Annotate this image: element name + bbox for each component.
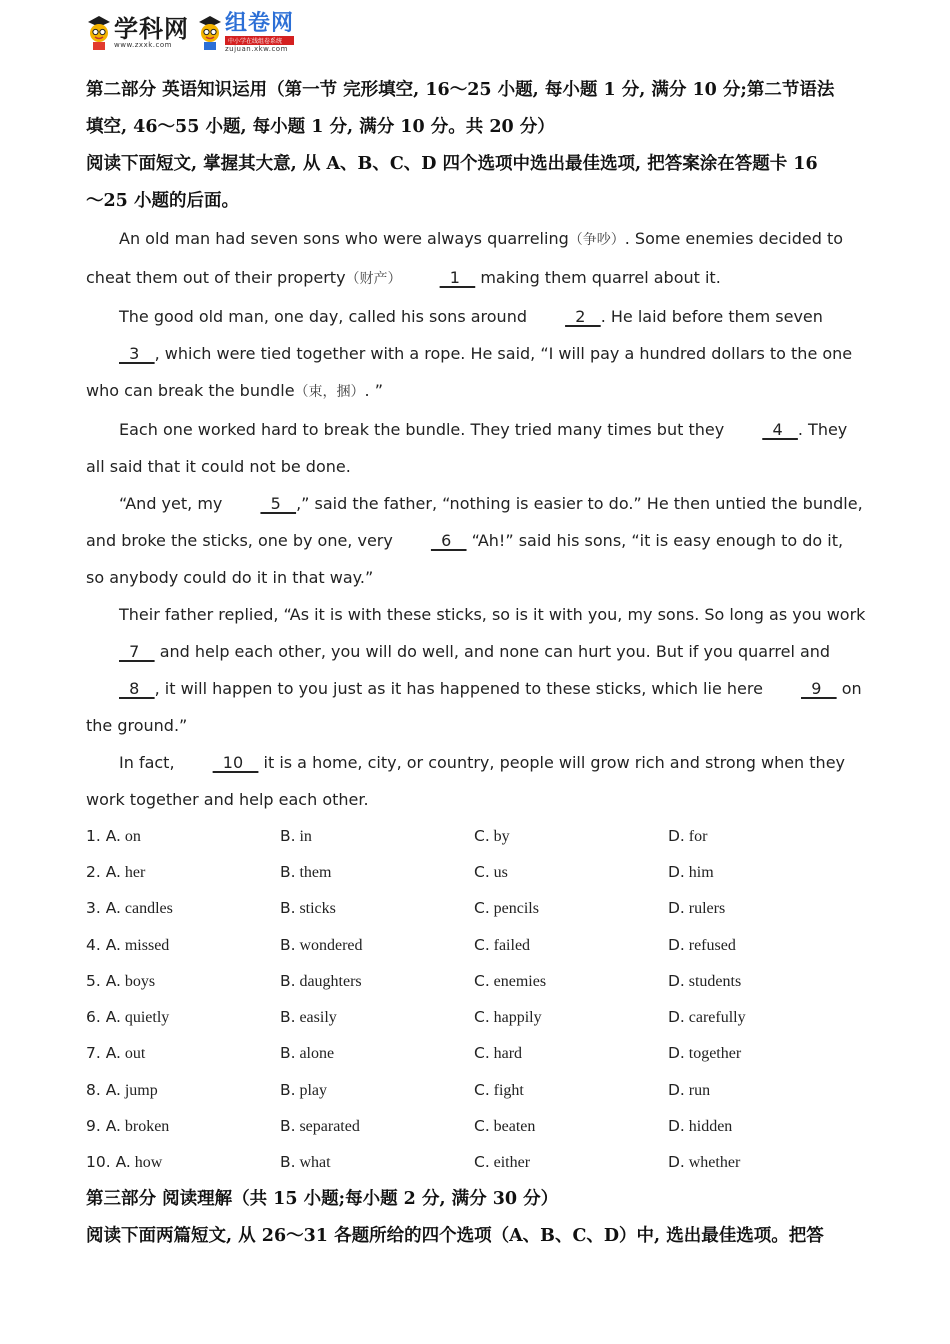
text: . Some enemies decided to cheat them out of their property [86,229,844,287]
option-d: D. for [668,826,708,845]
chinese-gloss: （争吵） [568,232,625,248]
mascot-icon [86,14,112,52]
blank-3: 3 [119,344,155,363]
option-c: C. hard [474,1044,523,1063]
option-c: C. by [474,826,510,845]
option-row [86,854,866,890]
brand-zujuanwang-url: zujuan.xkw.com [225,45,288,53]
option-d: D. hidden [668,1117,733,1136]
header-logo [86,12,302,54]
option-d: D. students [668,971,742,990]
option-b: B. them [280,862,332,881]
option-a: 3. A. candles [86,899,173,918]
section3-instruction: 阅读下面两篇短文, 从 26～31 各题所给的四个选项（A、B、C、D）中, 选出最佳选项。把答 [86,1225,824,1246]
blank-9: 9 [801,679,837,698]
text: . They all said that it could not be done. [86,420,848,476]
text: Each one worked hard to break the bundle. They tried many times but they [119,420,730,439]
answer-options [86,818,866,1181]
option-d: D. together [668,1044,742,1063]
section2-instruction-line1: 阅读下面短文, 掌握其大意, 从 A、B、C、D 四个选项中选出最佳选项, 把答案涂在答题卡 16 [86,154,818,174]
option-row [86,1036,866,1072]
blank-5: 5 [260,494,297,513]
option-c: C. enemies [474,971,547,990]
content-area [86,72,866,1255]
option-row [86,927,866,963]
option-d: D. refused [668,935,736,954]
blank-8: 8 [119,679,155,698]
option-b: B. wondered [280,935,363,954]
passage-paragraph-4 [86,485,866,596]
option-a: 7. A. out [86,1044,146,1063]
text: making them quarrel about it. [475,268,721,287]
text: and help each other, you will do well, and none can hurt you. But if you quarrel and [154,642,831,661]
option-b: B. sticks [280,899,336,918]
text: “And yet, my [119,494,228,513]
text: . He laid before them seven [600,307,823,326]
text: , which were tied together with a rope. He said, “I will pay a hundred dollars to the one who can break the bundle [86,344,853,400]
option-a: 5. A. boys [86,971,156,990]
text: An old man had seven sons who were always quarreling [119,229,569,248]
option-row [86,999,866,1035]
option-c: C. beaten [474,1117,536,1136]
option-b: B. what [280,1153,331,1172]
section2-instruction-line2: ～25 小题的后面。 [86,191,239,211]
option-d: D. rulers [668,899,726,918]
option-row [86,891,866,927]
option-b: B. play [280,1080,327,1099]
option-b: B. in [280,826,312,845]
option-b: B. separated [280,1117,360,1136]
blank-6: 6 [430,531,467,550]
option-c: C. either [474,1153,531,1172]
option-c: C. pencils [474,899,539,918]
option-c: C. us [474,862,508,881]
option-row [86,1145,866,1181]
passage-paragraph-1 [86,220,866,298]
option-b: B. alone [280,1044,335,1063]
section3-title: 第三部分 阅读理解（共 15 小题;每小题 2 分, 满分 30 分） [86,1188,559,1209]
option-a: 4. A. missed [86,935,170,954]
passage-paragraph-6 [86,744,866,818]
blank-2: 2 [565,307,601,326]
text: The good old man, one day, called his sons around [119,307,533,326]
brand-zujuanwang: 组卷网 [225,11,295,36]
option-c: C. failed [474,935,531,954]
mascot-icon-2 [197,14,223,52]
option-d: D. carefully [668,1008,746,1027]
blank-4: 4 [762,420,798,439]
passage-paragraph-3 [86,411,866,485]
brand-xuekewang-url: www.zxxk.com [114,41,172,49]
option-a: 9. A. broken [86,1117,170,1136]
chinese-gloss: （财产） [345,271,402,287]
text: , it will happen to you just as it has happened to these sticks, which lie here [154,679,769,698]
option-c: C. fight [474,1080,524,1099]
option-a: 8. A. jump [86,1080,158,1099]
option-c: C. happily [474,1008,542,1027]
text: “Ah!” said his sons, “it is easy enough to do it, so anybody could do it in that way.” [86,531,844,587]
brand-xuekewang: 学科网 [114,15,189,43]
section2-title-line2: 填空, 46～55 小题, 每小题 1 分, 满分 10 分。共 20 分） [86,117,555,137]
option-d: D. him [668,862,714,881]
option-a: 10. A. how [86,1153,163,1172]
text: Their father replied, “As it is with these sticks, so is it with you, my sons. So long as you work [119,605,866,624]
option-b: B. daughters [280,971,362,990]
blank-1: 1 [439,268,476,287]
blank-10: 10 [212,753,259,772]
option-row [86,1108,866,1144]
brand-zujuanwang-strip: 中小学在线组卷系统 [225,36,294,45]
chinese-gloss: （束，捆） [294,384,365,400]
option-row [86,1072,866,1108]
text: In fact, [119,753,180,772]
section2-title-line1: 第二部分 英语知识运用（第一节 完形填空, 16～25 小题, 每小题 1 分, 满分 10 分;第二节语法 [86,80,835,100]
option-d: D. whether [668,1153,741,1172]
text: on the ground.” [86,679,862,735]
passage-paragraph-5 [86,596,866,744]
option-a: 1. A. on [86,826,141,845]
option-a: 6. A. quietly [86,1008,170,1027]
passage-paragraph-2 [86,298,866,411]
text: . ” [364,381,384,400]
option-row [86,963,866,999]
text: it is a home, city, or country, people will grow rich and strong when they work together and help each other. [86,753,846,809]
option-a: 2. A. her [86,862,146,881]
option-b: B. easily [280,1008,337,1027]
blank-7: 7 [119,642,155,661]
option-d: D. run [668,1080,711,1099]
text: ,” said the father, “nothing is easier to do.” He then untied the bundle, and broke the sticks, one by one, very [86,494,863,550]
option-row [86,818,866,854]
